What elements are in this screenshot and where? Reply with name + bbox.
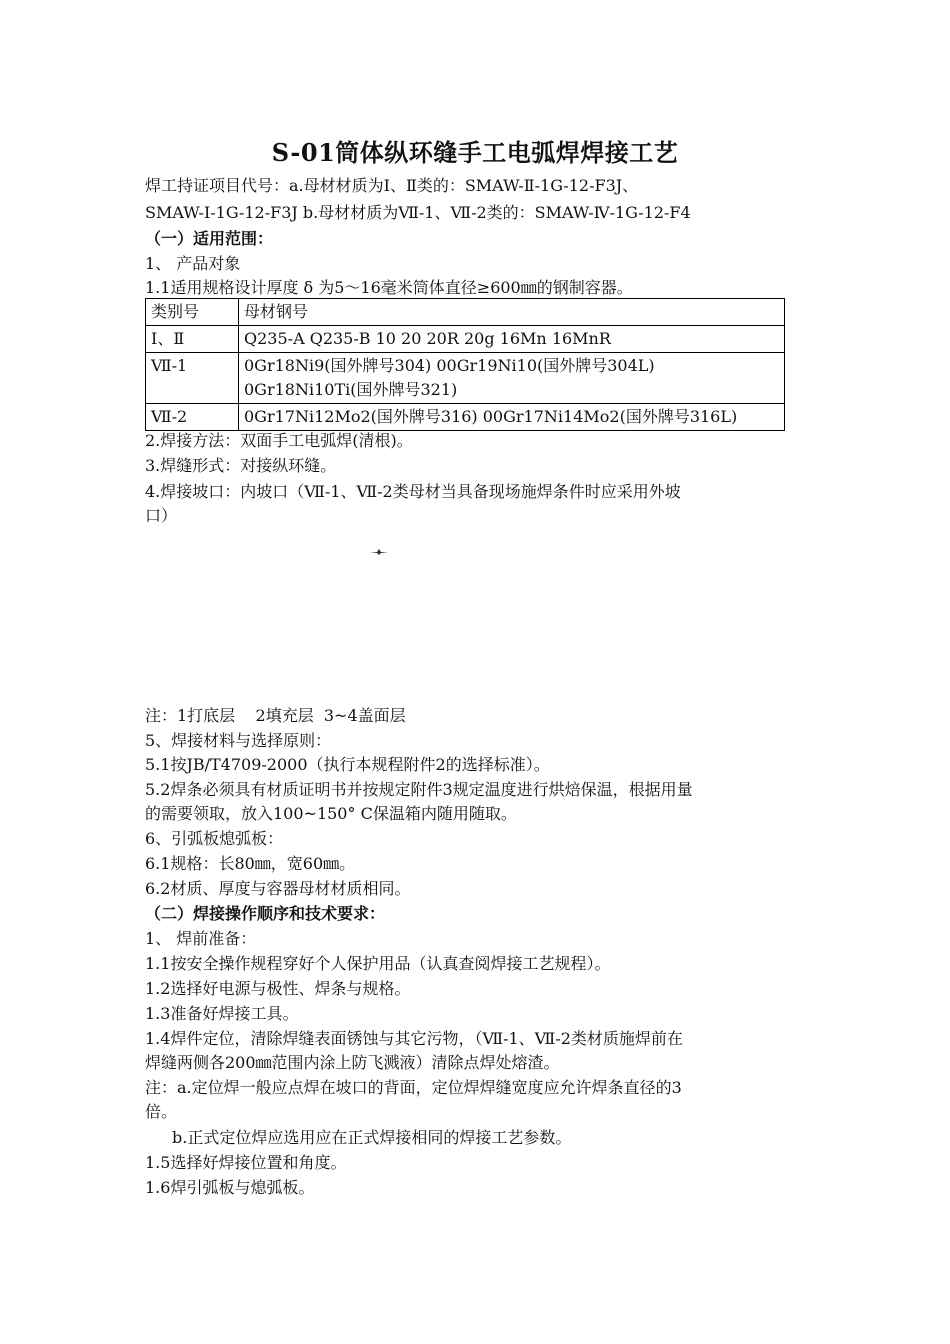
- list-item: 4.焊接坡口：内坡口（Ⅶ-1、Ⅶ-2类母材当具备现场施焊条件时应采用外坡: [145, 482, 681, 501]
- section-heading: （一）适用范围：: [145, 229, 274, 248]
- table-row: [146, 353, 785, 404]
- list-item: 5、焊接材料与选择原则：: [145, 731, 332, 750]
- category-cell: Ⅰ、Ⅱ: [146, 326, 239, 353]
- list-item: 焊缝两侧各200㎜范围内涂上防飞溅液）清除点焊处熔渣。: [145, 1053, 560, 1072]
- steel-cell: 0Gr17Ni12Mo2(国外牌号316) 00Gr17Ni14Mo2(国外牌号316L): [239, 404, 785, 431]
- category-cell: Ⅶ-2: [146, 404, 239, 431]
- list-item: 1、 焊前准备：: [145, 929, 257, 948]
- list-item: 的需要领取，放入100~150° C保温箱内随用随取。: [145, 804, 517, 823]
- category-cell: Ⅶ-1: [146, 353, 239, 404]
- list-item: 1.6焊引弧板与熄弧板。: [145, 1178, 315, 1197]
- list-item: 6.1规格：长80㎜，宽60㎜。: [145, 854, 356, 873]
- list-item: 5.2焊条必须具有材质证明书并按规定附件3规定温度进行烘焙保温，根据用量: [145, 780, 693, 799]
- table-header-cell: 母材钢号: [239, 299, 785, 326]
- page-title: S-01筒体纵环缝手工电弧焊焊接工艺: [271, 138, 679, 167]
- table-row: [146, 404, 785, 431]
- steel-cell: Q235-A Q235-B 10 20 20R 20g 16Mn 16MnR: [239, 326, 785, 353]
- table-row: [146, 326, 785, 353]
- note-line: b.正式定位焊应选用应在正式焊接相同的焊接工艺参数。: [172, 1128, 572, 1147]
- steel-line: 0Gr18Ni9(国外牌号304) 00Gr19Ni10(国外牌号304L): [244, 356, 655, 375]
- note-line: 倍。: [145, 1102, 178, 1121]
- table-header-cell: 类别号: [146, 299, 239, 326]
- list-item: 6.2材质、厚度与容器母材材质相同。: [145, 879, 411, 898]
- list-item: 1、 产品对象: [145, 254, 241, 273]
- list-item: 1.1按安全操作规程穿好个人保护用品（认真查阅焊接工艺规程）。: [145, 954, 611, 973]
- list-item: 口）: [145, 506, 178, 525]
- section-heading: （二）焊接操作顺序和技术要求：: [145, 904, 386, 923]
- note-line: 注：1打底层 2填充层 3~4盖面层: [145, 706, 406, 725]
- list-item: 1.4焊件定位，清除焊缝表面锈蚀与其它污物，（Ⅶ-1、Ⅶ-2类材质施焊前在: [145, 1029, 683, 1048]
- list-item: 1.5选择好焊接位置和角度。: [145, 1153, 347, 1172]
- list-item: 2.焊接方法：双面手工电弧焊(清根)。: [145, 431, 413, 450]
- list-item: 3.焊缝形式：对接纵环缝。: [145, 456, 337, 475]
- note-line: 注：a.定位焊一般应点焊在坡口的背面，定位焊焊缝宽度应允许焊条直径的3: [145, 1078, 682, 1097]
- steel-cell: [239, 353, 785, 404]
- steel-line: 0Gr18Ni10Ti(国外牌号321): [244, 380, 458, 399]
- list-item: 6、引弧板熄弧板：: [145, 829, 284, 848]
- list-item: 1.2选择好电源与极性、焊条与规格。: [145, 979, 411, 998]
- list-item: 5.1按JB/T4709-2000（执行本规程附件2的选择标准）。: [145, 755, 550, 774]
- groove-figure-placeholder: [370, 548, 388, 556]
- intro-line: 焊工持证项目代号：a.母材材质为Ⅰ、Ⅱ类的：SMAW-Ⅱ-1G-12-F3J、: [145, 176, 639, 195]
- table-header-row: [146, 299, 785, 326]
- list-item: 1.3准备好焊接工具。: [145, 1004, 299, 1023]
- list-item: 1.1适用规格设计厚度 δ 为5～16毫米筒体直径≥600㎜的钢制容器。: [145, 278, 633, 297]
- intro-line: SMAW-Ⅰ-1G-12-F3J b.母材材质为Ⅶ-1、Ⅶ-2类的：SMAW-Ⅳ-1G-12-F4: [145, 203, 691, 222]
- steel-grade-table: [145, 298, 785, 431]
